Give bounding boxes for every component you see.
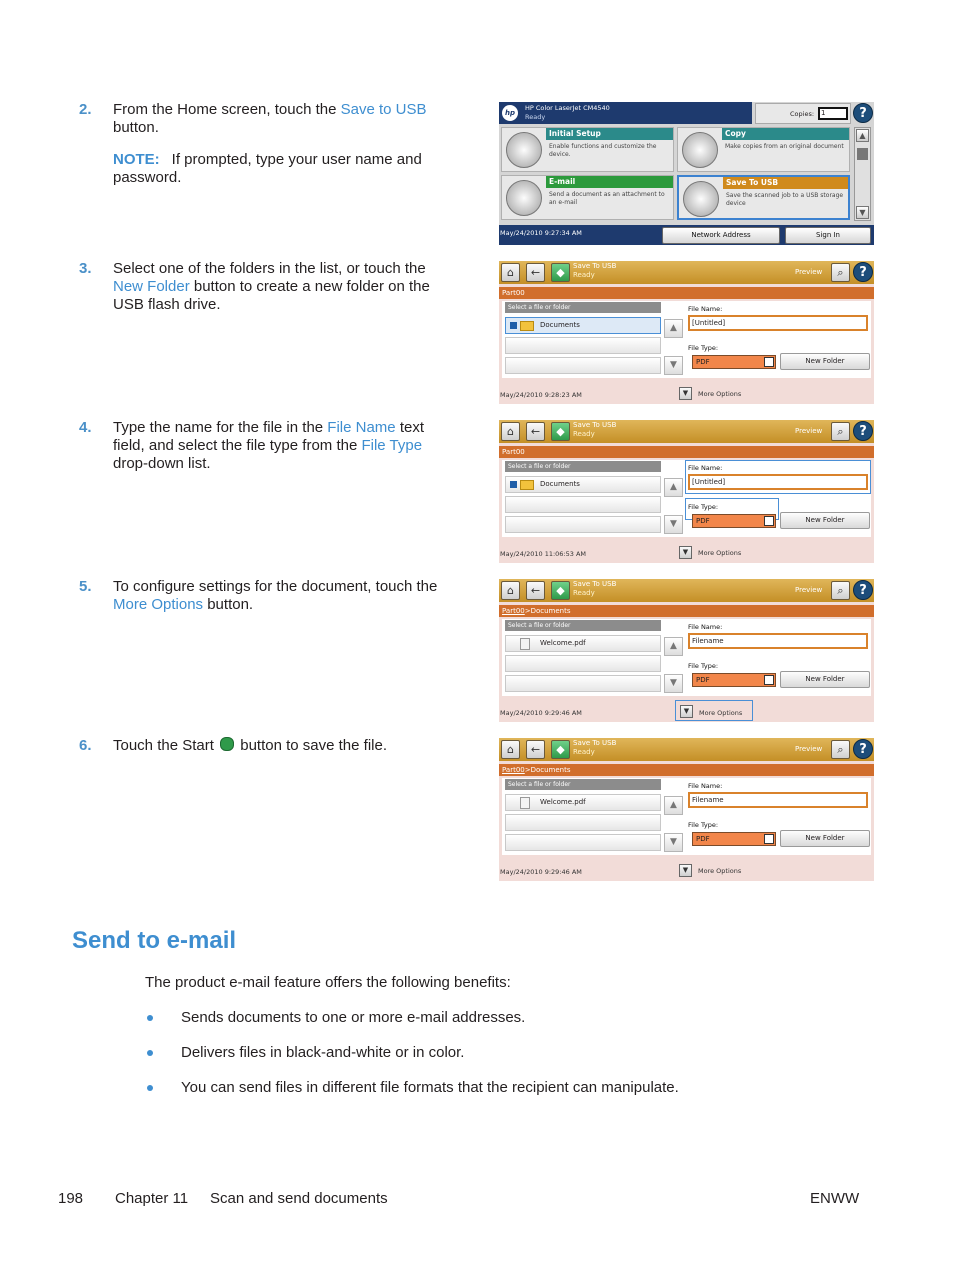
list-header: Select a file or folder [505,620,661,631]
screen-title [573,580,616,598]
top-bar [499,738,874,761]
usb-icon [683,181,719,217]
list-item[interactable] [505,516,661,533]
start-icon[interactable]: ◆ [551,740,570,759]
initial-setup-icon [506,132,542,168]
bullet-icon [147,1050,153,1056]
help-icon[interactable]: ? [853,103,873,123]
state-text: Ready [573,271,595,279]
help-icon[interactable]: ? [853,262,873,282]
home-screen-screenshot [499,102,874,245]
path-rest: >Documents [524,766,571,774]
file-panel [502,778,871,855]
list-item[interactable] [505,675,661,692]
step-number: 2. [79,101,92,118]
list-item [145,1044,464,1061]
more-options-label: More Options [698,867,742,875]
list-item[interactable] [505,794,661,811]
preview-icon[interactable]: ⌕ [831,263,850,282]
more-options-button[interactable] [675,544,753,562]
list-item[interactable] [505,476,661,493]
scroll-up-icon[interactable]: ▲ [664,796,683,815]
screen-title [573,739,616,757]
status-bar [499,544,874,562]
expand-icon[interactable] [510,481,517,488]
tile-email[interactable] [501,175,674,220]
section-intro: The product e-mail feature offers the following benefits: [145,974,511,991]
help-icon[interactable]: ? [853,739,873,759]
bullet-text: Sends documents to one or more e-mail addresses. [181,1009,526,1026]
step-number: 6. [79,737,92,754]
more-options-button[interactable] [675,862,753,880]
top-bar [499,261,874,284]
footer-right: ENWW [810,1190,860,1207]
preview-label: Preview [795,268,823,276]
scroll-up-icon[interactable]: ▲ [664,637,683,656]
chevron-down-icon: ▼ [679,387,692,400]
copies-input[interactable]: 1 [818,107,848,120]
home-status-bar [499,225,874,245]
step-text: From the Home screen, touch the [113,101,341,118]
device-state: Ready [525,113,546,121]
scroll-up-icon[interactable]: ▲ [856,129,869,142]
screen-title [573,421,616,439]
save-to-usb-screenshot-1 [499,261,874,404]
file-type-value: PDF [696,517,710,525]
page-number: 198 [58,1190,84,1207]
step-6 [79,737,459,755]
tile-copy[interactable] [677,127,850,172]
copies-label: Copies: [790,110,815,118]
path-bar [499,764,874,776]
tile-desc: Make copies from an original document [725,143,844,150]
home-icon[interactable]: ⌂ [501,740,520,759]
note [113,151,459,187]
title-text: Save To USB [573,739,617,747]
file-name-label: File Name: [688,464,723,472]
path-bar [499,446,874,458]
preview-icon[interactable]: ⌕ [831,422,850,441]
timestamp: May/24/2010 9:29:46 AM [500,709,582,717]
bullet-icon [147,1085,153,1091]
new-folder-button[interactable]: New Folder [780,830,870,847]
state-text: Ready [573,748,595,756]
step-text: Touch the Start [113,737,219,754]
copies-box [755,103,851,124]
dropdown-icon [764,675,774,685]
chevron-down-icon: ▼ [680,705,693,718]
file-type-select[interactable] [692,355,776,369]
step-text: button. [203,596,254,613]
file-name-label: File Name: [688,782,723,790]
top-bar [499,579,874,602]
file-type-value: PDF [696,835,710,843]
more-options-button[interactable] [675,700,753,721]
product-name: HP Color LaserJet CM4540 [525,104,610,112]
folder-icon [520,480,534,490]
state-text: Ready [573,430,595,438]
more-options-label: More Options [698,549,742,557]
item-label: Welcome.pdf [540,798,586,806]
more-options-label: More Options [699,709,743,717]
path-bar [499,605,874,617]
new-folder-button[interactable]: New Folder [780,353,870,370]
state-text: Ready [573,589,595,597]
file-type-label: File Type: [688,662,719,670]
tile-initial-setup[interactable] [501,127,674,172]
back-icon[interactable]: ← [526,422,545,441]
screen-title [573,262,616,280]
tile-desc: Enable functions and customize the device. [549,143,657,158]
start-icon[interactable]: ◆ [551,263,570,282]
preview-label: Preview [795,586,823,594]
network-address-button[interactable]: Network Address [662,227,780,244]
start-icon[interactable]: ◆ [551,422,570,441]
timestamp: May/24/2010 9:28:23 AM [500,391,582,399]
tile-title: Save To USB [723,177,848,189]
item-label: Documents [540,480,580,488]
scroll-up-icon[interactable]: ▲ [664,319,683,338]
top-bar [499,420,874,443]
path-root[interactable]: Part00 [502,448,525,456]
tile-save-to-usb[interactable] [677,175,850,220]
file-type-label: File Type: [688,821,719,829]
save-to-usb-screenshot-3 [499,579,874,722]
scroll-down-icon[interactable]: ▼ [664,674,683,693]
title-text: Save To USB [573,580,617,588]
file-name-input[interactable]: [Untitled] [688,474,868,490]
file-type-label: File Type: [688,344,719,352]
sign-in-button[interactable]: Sign In [785,227,871,244]
list-header: Select a file or folder [505,461,661,472]
item-label: Documents [540,321,580,329]
dropdown-icon [764,357,774,367]
preview-label: Preview [795,427,823,435]
home-scrollbar[interactable] [854,127,871,221]
file-name-label: File Name: [688,623,723,631]
help-icon[interactable]: ? [853,580,873,600]
file-type-link[interactable]: File Type [361,437,423,454]
step-5 [79,578,459,614]
list-item[interactable] [505,496,661,513]
more-options-link[interactable]: More Options [113,596,204,613]
file-panel [502,460,871,537]
step-4 [79,419,459,473]
save-to-usb-screenshot-4 [499,738,874,881]
copy-icon [682,132,718,168]
step-text: drop-down list. [113,455,211,472]
file-type-select[interactable] [692,673,776,687]
bullet-icon [147,1015,153,1021]
list-item [145,1079,679,1096]
back-icon[interactable]: ← [526,263,545,282]
title-text: Save To USB [573,262,617,270]
list-item[interactable] [505,814,661,831]
start-icon[interactable]: ◆ [551,581,570,600]
timestamp: May/24/2010 9:29:46 AM [500,868,582,876]
path-root[interactable]: Part00 [502,289,525,297]
scroll-thumb[interactable] [857,148,868,160]
home-header [499,102,752,124]
file-panel [502,301,871,378]
chevron-down-icon: ▼ [679,864,692,877]
start-icon [220,737,234,751]
scroll-up-icon[interactable]: ▲ [664,478,683,497]
timestamp: May/24/2010 9:27:34 AM [500,229,582,237]
list-item[interactable] [505,337,661,354]
tile-title: Copy [722,128,849,140]
note-text: If prompted, type your user name and password. [113,151,422,186]
tile-title: E-mail [546,176,673,188]
preview-icon[interactable]: ⌕ [831,740,850,759]
tile-title: Initial Setup [546,128,673,140]
help-icon[interactable]: ? [853,421,873,441]
bullet-text: You can send files in different file formats that the recipient can manipulate. [181,1079,679,1096]
step-text: button. [113,119,159,136]
more-options-label: More Options [698,390,742,398]
file-name-input[interactable]: Filename [688,792,868,808]
file-name-input[interactable]: [Untitled] [688,315,868,331]
list-item[interactable] [505,635,661,652]
chapter-title: Scan and send documents [210,1190,388,1207]
hp-logo-icon: hp [502,105,518,121]
home-icon[interactable]: ⌂ [501,581,520,600]
dropdown-icon [764,516,774,526]
path-rest: >Documents [524,607,571,615]
step-text: To configure settings for the document, touch the [113,578,438,595]
list-item[interactable] [505,834,661,851]
preview-label: Preview [795,745,823,753]
tile-desc: Save the scanned job to a USB storage device [726,192,844,207]
bullet-text: Delivers files in black-and-white or in color. [181,1044,465,1061]
expand-icon[interactable] [510,322,517,329]
scroll-down-icon[interactable]: ▼ [664,833,683,852]
file-type-label: File Type: [688,503,719,511]
file-type-select[interactable] [692,832,776,846]
file-panel [502,619,871,696]
status-bar [499,385,874,403]
home-icon[interactable]: ⌂ [501,422,520,441]
dropdown-icon [764,834,774,844]
scroll-down-icon[interactable]: ▼ [856,206,869,219]
chapter-label: Chapter 11 [115,1190,189,1207]
new-folder-button[interactable]: New Folder [780,512,870,529]
list-item[interactable] [505,357,661,374]
step-number: 5. [79,578,92,595]
file-type-select[interactable] [692,514,776,528]
status-bar [499,862,874,880]
back-icon[interactable]: ← [526,740,545,759]
title-text: Save To USB [573,421,617,429]
list-header: Select a file or folder [505,779,661,790]
scroll-down-icon[interactable]: ▼ [664,515,683,534]
step-text: button to create a new folder on the USB flash drive. [113,278,430,313]
file-name-link[interactable]: File Name [327,419,396,436]
section-heading: Send to e-mail [72,927,237,954]
step-text: button to save the file. [236,737,387,754]
path-bar [499,287,874,299]
list-item[interactable] [505,317,661,334]
save-to-usb-screenshot-2 [499,420,874,563]
new-folder-link[interactable]: New Folder [113,278,190,295]
preview-icon[interactable]: ⌕ [831,581,850,600]
folder-icon [520,321,534,331]
chevron-down-icon: ▼ [679,546,692,559]
item-label: Welcome.pdf [540,639,586,647]
timestamp: May/24/2010 11:06:53 AM [500,550,587,558]
step-text: text field, and select the file type from the [113,419,425,454]
file-name-label: File Name: [688,305,723,313]
status-bar [499,700,874,718]
pdf-file-icon [520,797,530,809]
step-number: 3. [79,260,92,277]
step-3 [79,260,459,314]
note-label: NOTE: [113,151,160,168]
list-item[interactable] [505,655,661,672]
list-header: Select a file or folder [505,302,661,313]
step-2 [79,101,459,187]
file-type-value: PDF [696,676,710,684]
step-text: Select one of the folders in the list, or touch the [113,260,426,277]
file-type-value: PDF [696,358,710,366]
tile-desc: Send a document as an attachment to an e-mail [549,191,665,206]
more-options-button[interactable] [675,385,753,403]
email-icon [506,180,542,216]
save-to-usb-link[interactable]: Save to USB [340,101,427,118]
step-text: Type the name for the file in the [113,419,328,436]
path-root[interactable]: Part00 [502,766,525,774]
file-name-input[interactable]: Filename [688,633,868,649]
step-number: 4. [79,419,92,436]
scroll-down-icon[interactable]: ▼ [664,356,683,375]
new-folder-button[interactable]: New Folder [780,671,870,688]
list-item [145,1009,525,1026]
path-root[interactable]: Part00 [502,607,525,615]
home-icon[interactable]: ⌂ [501,263,520,282]
back-icon[interactable]: ← [526,581,545,600]
pdf-file-icon [520,638,530,650]
